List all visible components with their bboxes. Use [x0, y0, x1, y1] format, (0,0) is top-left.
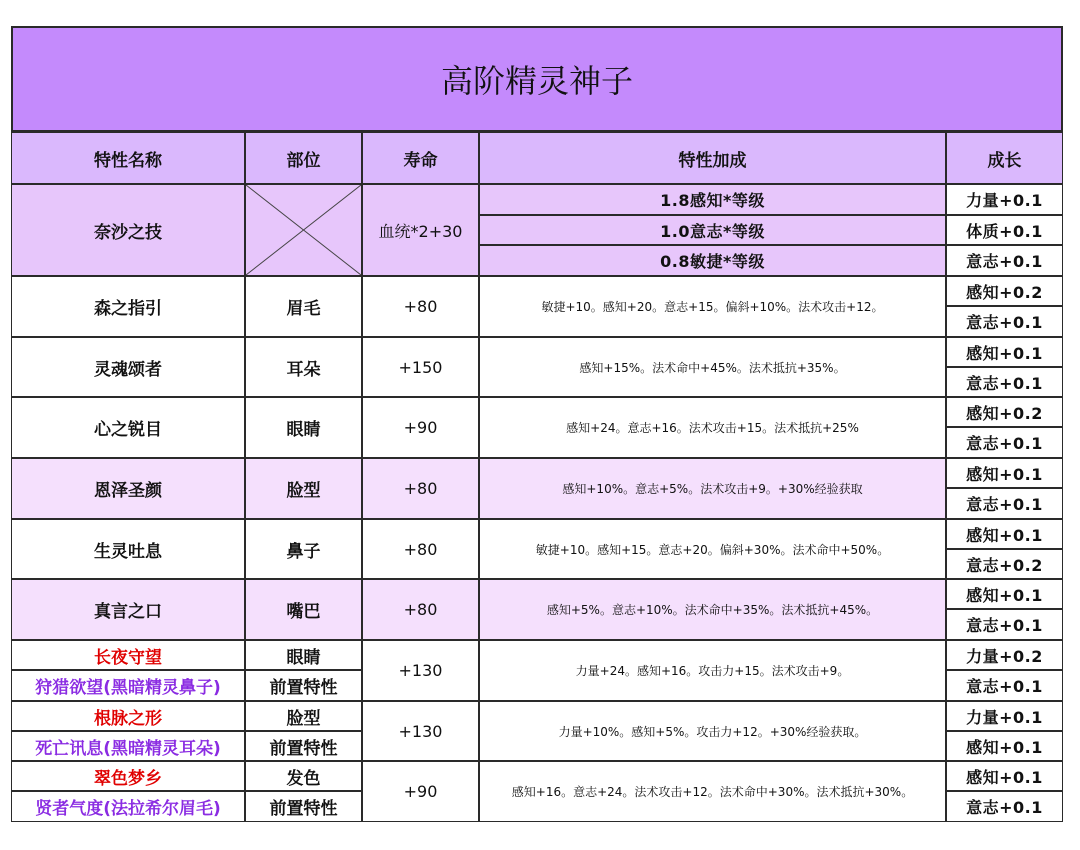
trait-life: +130: [362, 640, 479, 701]
growth-value: 感知+0.1: [946, 337, 1063, 367]
header-bonus: 特性加成: [479, 132, 946, 184]
trait-name: 生灵吐息: [11, 519, 245, 579]
growth-value: 意志+0.1: [946, 367, 1063, 397]
bonus-line: 1.0意志*等级: [479, 215, 946, 245]
header-part: 部位: [245, 132, 362, 184]
prereq-part: 前置特性: [245, 791, 362, 822]
prereq-part: 前置特性: [245, 670, 362, 701]
trait-table: [11, 26, 1063, 822]
trait-part: 鼻子: [245, 519, 362, 579]
trait-life: +90: [362, 397, 479, 458]
growth-value: 感知+0.1: [946, 458, 1063, 488]
growth-value: 感知+0.2: [946, 397, 1063, 427]
trait-life: +80: [362, 458, 479, 519]
trait-life: 血统*2+30: [362, 184, 479, 276]
trait-part: 耳朵: [245, 337, 362, 397]
trait-name: 心之锐目: [11, 397, 245, 458]
trait-life: +150: [362, 337, 479, 397]
growth-value: 力量+0.1: [946, 701, 1063, 731]
growth-value: 力量+0.1: [946, 184, 1063, 215]
empty-part-cell: [245, 184, 362, 276]
trait-life: +80: [362, 276, 479, 337]
trait-name: 森之指引: [11, 276, 245, 337]
trait-bonus: 感知+15%。法术命中+45%。法术抵抗+35%。: [479, 337, 946, 397]
trait-bonus: 力量+10%。感知+5%。攻击力+12。+30%经验获取。: [479, 701, 946, 761]
header-life: 寿命: [362, 132, 479, 184]
trait-bonus: 力量+24。感知+16。攻击力+15。法术攻击+9。: [479, 640, 946, 701]
growth-value: 意志+0.1: [946, 306, 1063, 337]
trait-name: 真言之口: [11, 579, 245, 640]
growth-value: 意志+0.1: [946, 245, 1063, 276]
trait-life: +80: [362, 579, 479, 640]
trait-part: 眉毛: [245, 276, 362, 337]
trait-bonus: 感知+10%。意志+5%。法术攻击+9。+30%经验获取: [479, 458, 946, 519]
prereq-name: 死亡讯息(黑暗精灵耳朵): [11, 731, 245, 761]
trait-part: 脸型: [245, 701, 362, 731]
growth-value: 感知+0.1: [946, 761, 1063, 791]
growth-value: 体质+0.1: [946, 215, 1063, 245]
table-title: 高阶精灵神子: [11, 26, 1063, 132]
growth-value: 意志+0.1: [946, 609, 1063, 640]
trait-life: +80: [362, 519, 479, 579]
bonus-line: 0.8敏捷*等级: [479, 245, 946, 276]
growth-value: 意志+0.1: [946, 488, 1063, 519]
prereq-name: 狩猎欲望(黑暗精灵鼻子): [11, 670, 245, 701]
trait-bonus: 感知+5%。意志+10%。法术命中+35%。法术抵抗+45%。: [479, 579, 946, 640]
header-growth: 成长: [946, 132, 1063, 184]
header-name: 特性名称: [11, 132, 245, 184]
trait-name: 奈沙之技: [11, 184, 245, 276]
growth-value: 感知+0.1: [946, 731, 1063, 761]
trait-bonus: 敏捷+10。感知+20。意志+15。偏斜+10%。法术攻击+12。: [479, 276, 946, 337]
trait-name: 根脉之形: [11, 701, 245, 731]
trait-name: 灵魂颂者: [11, 337, 245, 397]
growth-value: 力量+0.2: [946, 640, 1063, 670]
trait-life: +130: [362, 701, 479, 761]
trait-bonus: 感知+16。意志+24。法术攻击+12。法术命中+30%。法术抵抗+30%。: [479, 761, 946, 822]
cross-icon: [246, 185, 361, 275]
growth-value: 意志+0.1: [946, 791, 1063, 822]
trait-life: +90: [362, 761, 479, 822]
trait-name: 长夜守望: [11, 640, 245, 670]
trait-part: 发色: [245, 761, 362, 791]
growth-value: 感知+0.2: [946, 276, 1063, 306]
growth-value: 意志+0.1: [946, 670, 1063, 701]
trait-part: 眼睛: [245, 640, 362, 670]
trait-part: 脸型: [245, 458, 362, 519]
growth-value: 感知+0.1: [946, 579, 1063, 609]
trait-name: 恩泽圣颜: [11, 458, 245, 519]
trait-part: 眼睛: [245, 397, 362, 458]
prereq-name: 贤者气度(法拉希尔眉毛): [11, 791, 245, 822]
trait-bonus: 感知+24。意志+16。法术攻击+15。法术抵抗+25%: [479, 397, 946, 458]
prereq-part: 前置特性: [245, 731, 362, 761]
growth-value: 意志+0.2: [946, 549, 1063, 579]
trait-bonus: 敏捷+10。感知+15。意志+20。偏斜+30%。法术命中+50%。: [479, 519, 946, 579]
trait-name: 翠色梦乡: [11, 761, 245, 791]
growth-value: 意志+0.1: [946, 427, 1063, 458]
trait-part: 嘴巴: [245, 579, 362, 640]
bonus-line: 1.8感知*等级: [479, 184, 946, 215]
growth-value: 感知+0.1: [946, 519, 1063, 549]
